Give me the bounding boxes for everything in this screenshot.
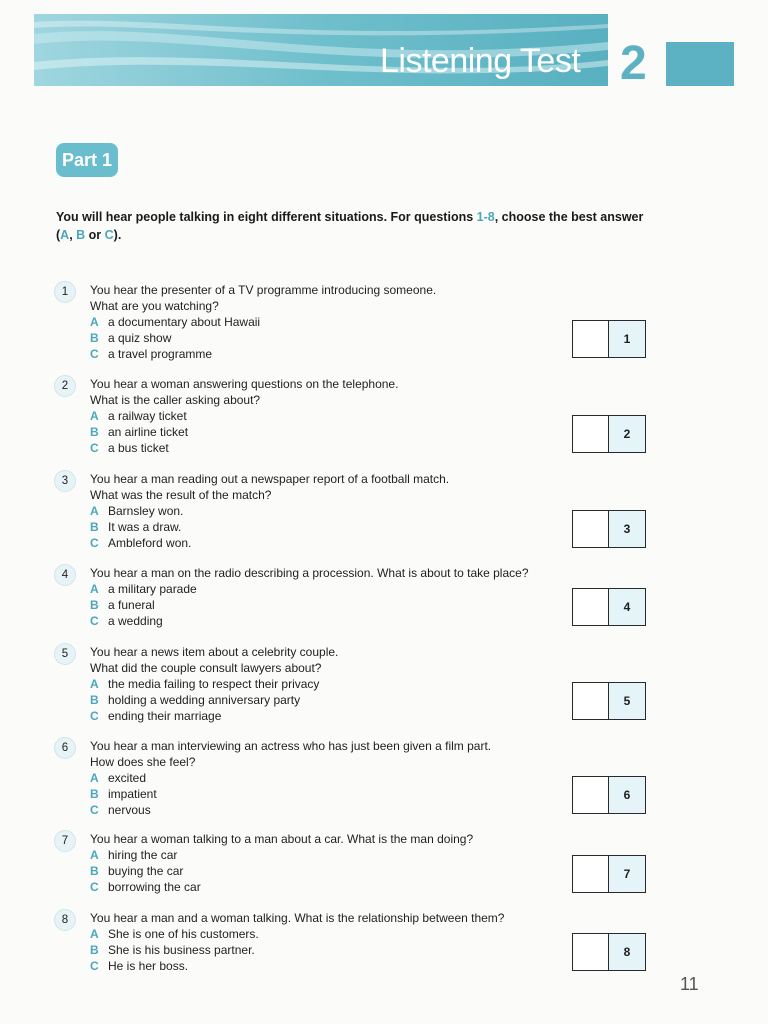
question-line: You hear a man and a woman talking. What is the relationship between them? (90, 911, 505, 925)
answer-box-label: 4 (609, 589, 645, 625)
question-number: 3 (54, 470, 76, 492)
page-number: 11 (680, 974, 699, 994)
question-text (90, 472, 610, 503)
question-line: You hear a news item about a celebrity couple. (90, 645, 339, 659)
question-text (90, 283, 610, 314)
question-line: You hear the presenter of a TV programme introducing someone. (90, 283, 437, 297)
question-text (90, 832, 610, 848)
question-line: You hear a man on the radio describing a procession. What is about to take place? (90, 566, 529, 580)
answer-box-4[interactable] (572, 588, 646, 626)
option-b (90, 519, 191, 535)
option-b (90, 863, 201, 879)
question-4 (54, 564, 654, 632)
answer-box-label: 5 (609, 683, 645, 719)
page-title: Listening Test (380, 42, 581, 80)
options (90, 408, 188, 456)
question-number: 1 (54, 281, 76, 303)
option-a (90, 926, 259, 942)
option-letter: C (90, 536, 99, 550)
instructions-text: You will hear people talking in eight different situations. For questions (56, 210, 477, 224)
letter-b: B (76, 228, 86, 242)
options (90, 770, 157, 818)
option-letter: C (90, 803, 99, 817)
instructions-text: ). (113, 228, 122, 242)
answer-input[interactable] (573, 683, 609, 719)
option-text: a bus ticket (108, 441, 169, 455)
option-letter: B (90, 693, 99, 707)
option-letter: C (90, 614, 99, 628)
option-letter: A (90, 677, 99, 691)
answer-box-label: 1 (609, 321, 645, 357)
option-text: borrowing the car (108, 880, 201, 894)
question-6 (54, 737, 654, 821)
question-line: You hear a woman talking to a man about a car. What is the man doing? (90, 832, 474, 846)
option-a (90, 314, 260, 330)
option-text: ending their marriage (108, 709, 222, 723)
question-text (90, 377, 610, 408)
question-3 (54, 470, 654, 554)
option-a (90, 408, 188, 424)
options (90, 676, 319, 724)
answer-box-7[interactable] (572, 855, 646, 893)
question-line: How does she feel? (90, 754, 196, 769)
option-text: a railway ticket (108, 409, 187, 423)
question-line: You hear a woman answering questions on the telephone. (90, 377, 399, 391)
question-line: What are you watching? (90, 298, 219, 313)
option-a (90, 581, 197, 597)
answer-box-6[interactable] (572, 776, 646, 814)
question-line: What did the couple consult lawyers about? (90, 660, 322, 675)
answer-box-label: 2 (609, 416, 645, 452)
answer-box-label: 6 (609, 777, 645, 813)
options (90, 581, 197, 629)
answer-box-label: 3 (609, 511, 645, 547)
option-c (90, 879, 201, 895)
letter-c: C (104, 228, 114, 242)
question-1 (54, 281, 654, 365)
answer-input[interactable] (573, 511, 609, 547)
option-b (90, 424, 188, 440)
options (90, 926, 259, 974)
part-badge: Part 1 (56, 143, 118, 177)
option-c (90, 613, 197, 629)
options (90, 314, 260, 362)
test-number: 2 (620, 37, 647, 90)
option-letter: B (90, 943, 99, 957)
option-text: a wedding (108, 614, 163, 628)
option-text: nervous (108, 803, 151, 817)
option-letter: B (90, 520, 99, 534)
option-letter: C (90, 347, 99, 361)
answer-box-1[interactable] (572, 320, 646, 358)
option-letter: A (90, 504, 99, 518)
option-letter: B (90, 864, 99, 878)
option-b (90, 786, 157, 802)
question-line: What is the caller asking about? (90, 392, 261, 407)
answer-box-label: 8 (609, 934, 645, 970)
option-letter: B (90, 331, 99, 345)
answer-box-5[interactable] (572, 682, 646, 720)
answer-box-8[interactable] (572, 933, 646, 971)
answer-input[interactable] (573, 934, 609, 970)
instructions-text: , choose the best answer ( (56, 210, 644, 242)
option-letter: A (90, 315, 99, 329)
option-c (90, 346, 260, 362)
question-text (90, 645, 610, 676)
option-text: holding a wedding anniversary party (108, 693, 301, 707)
instructions (56, 208, 648, 244)
question-number: 5 (54, 643, 76, 665)
option-text: She is one of his customers. (108, 927, 259, 941)
options (90, 503, 191, 551)
instructions-text: or (85, 228, 105, 242)
option-text: a funeral (108, 598, 155, 612)
option-b (90, 597, 197, 613)
option-text: a military parade (108, 582, 197, 596)
option-letter: C (90, 959, 99, 973)
option-letter: A (90, 771, 99, 785)
option-text: Barnsley won. (108, 504, 184, 518)
question-number: 2 (54, 375, 76, 397)
option-c (90, 440, 188, 456)
question-number: 7 (54, 830, 76, 852)
options (90, 847, 201, 895)
option-text: a quiz show (108, 331, 172, 345)
option-text: impatient (108, 787, 157, 801)
option-c (90, 708, 319, 724)
option-b (90, 692, 319, 708)
option-letter: A (90, 848, 99, 862)
option-a (90, 847, 201, 863)
question-text (90, 911, 610, 927)
question-number: 8 (54, 909, 76, 931)
question-text (90, 739, 610, 770)
question-8 (54, 909, 654, 977)
answer-box-label: 7 (609, 856, 645, 892)
option-text: an airline ticket (108, 425, 189, 439)
option-a (90, 503, 191, 519)
option-a (90, 676, 319, 692)
question-line: You hear a man interviewing an actress who has just been given a film part. (90, 739, 492, 753)
option-c (90, 535, 191, 551)
option-letter: B (90, 787, 99, 801)
banner-tab (666, 42, 734, 86)
option-letter: B (90, 425, 99, 439)
answer-box-2[interactable] (572, 415, 646, 453)
option-text: buying the car (108, 864, 184, 878)
option-letter: C (90, 441, 99, 455)
instructions-text: , (69, 228, 77, 242)
option-a (90, 770, 157, 786)
option-letter: A (90, 927, 99, 941)
option-c (90, 958, 259, 974)
option-letter: C (90, 880, 99, 894)
option-text: He is her boss. (108, 959, 189, 973)
option-text: Ambleford won. (108, 536, 192, 550)
answer-input[interactable] (573, 589, 609, 625)
option-text: hiring the car (108, 848, 178, 862)
option-text: She is his business partner. (108, 943, 255, 957)
question-5 (54, 643, 654, 727)
question-line: You hear a man reading out a newspaper report of a football match. (90, 472, 450, 486)
option-letter: B (90, 598, 99, 612)
option-text: a documentary about Hawaii (108, 315, 261, 329)
answer-box-3[interactable] (572, 510, 646, 548)
question-7 (54, 830, 654, 898)
answer-input[interactable] (573, 777, 609, 813)
question-line: What was the result of the match? (90, 487, 272, 502)
option-b (90, 330, 260, 346)
letter-a: A (60, 228, 70, 242)
question-text (90, 566, 610, 582)
answer-input[interactable] (573, 856, 609, 892)
question-number: 6 (54, 737, 76, 759)
option-letter: C (90, 709, 99, 723)
option-b (90, 942, 259, 958)
option-c (90, 802, 157, 818)
option-text: a travel programme (108, 347, 213, 361)
option-text: excited (108, 771, 147, 785)
answer-input[interactable] (573, 321, 609, 357)
question-range: 1-8 (476, 210, 495, 224)
question-number: 4 (54, 564, 76, 586)
option-letter: A (90, 582, 99, 596)
question-2 (54, 375, 654, 459)
answer-input[interactable] (573, 416, 609, 452)
option-text: It was a draw. (108, 520, 182, 534)
option-text: the media failing to respect their privacy (108, 677, 320, 691)
option-letter: A (90, 409, 99, 423)
